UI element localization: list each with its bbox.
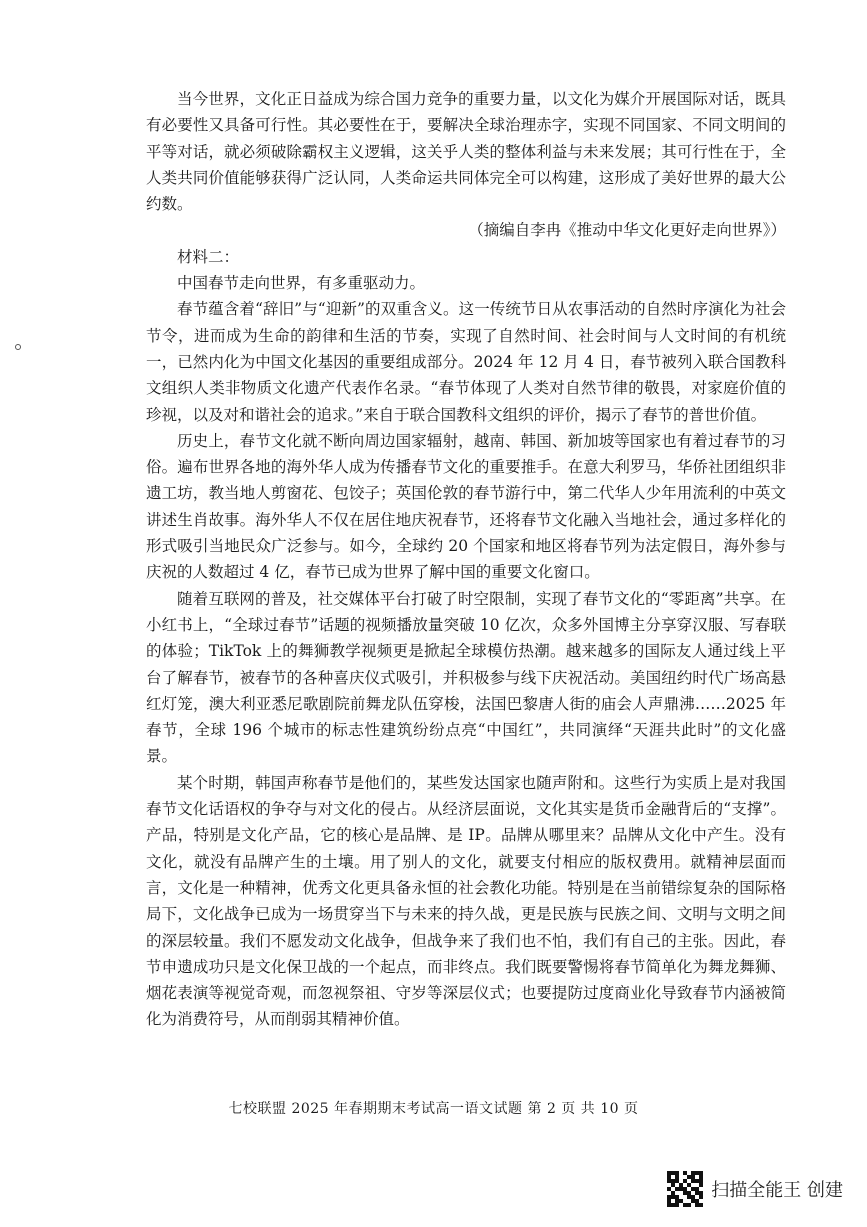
source-citation: （摘编自李冉《推动中华文化更好走向世界》） bbox=[468, 221, 786, 240]
qr-code-icon bbox=[667, 1171, 703, 1207]
body-paragraph: 某个时期，韩国声称春节是他们的，某些发达国家也随声附和。这些行为实质上是对我国春节文化话语权的争夺与对文化的侵占。从经济层面说，文化其实是货币金融背后的“支撑”。产品，特别是文化产品，它的核心是品牌、是 IP。品牌从哪里来？品牌从文化中产生。没有文化，就没有品牌产生的土壤。用了别人的文化，就要支付相应的版权费用。就精神层面而言，文化是一种精神，优秀文化更具备永恒的社会教化功能。特别是在当前错综复杂的国际格局下，文化战争已成为一场贯穿当下与未来的持久战，更是民族与民族之间、文明与文明之间的深层较量。我们不愿发动文化战争，但战争来了我们也不怕，我们有自己的主张。因此，春节申遗成功只是文化保卫战的一个起点，而非终点。我们既要警惕将春节简单化为舞龙舞狮、烟花表演等视觉奇观，而忽视祭祖、守岁等深层仪式；也要提防过度商业化导致春节内涵被简化为消费符号，从而削弱其精神价值。 bbox=[146, 773, 786, 1029]
material-heading: 材料二： bbox=[177, 247, 240, 266]
intro-paragraph: 当今世界，文化正日益成为综合国力竞争的重要力量，以文化为媒介开展国际对话，既具有必要性又具备可行性。其必要性在于，要解决全球治理赤字，实现不同国家、不同文明间的平等对话，就必须破除霸权主义逻辑，这关乎人类的整体利益与未来发展；其可行性在于，全人类共同价值能够获得广泛认同，人类命运共同体完全可以构建，这形成了美好世界的最大公约数。 bbox=[146, 90, 786, 214]
scanner-watermark bbox=[667, 1171, 843, 1207]
page-footer: 七校联盟 2025 年春期期末考试高一语文试题 第 2 页 共 10 页 bbox=[228, 1101, 639, 1117]
body-paragraph: 随着互联网的普及，社交媒体平台打破了时空限制，实现了春节文化的“零距离”共享。在小红书上，“全球过春节”话题的视频播放量突破 10 亿次，众多外国博主分享穿汉服、写春联的体验；TikTok 上的舞狮教学视频更是掀起全球模仿热潮。越来越多的国际友人通过线上平台了解春节，被春节的各种喜庆仪式吸引，并积极参与线下庆祝活动。美国纽约时代广场高悬红灯笼，澳大利亚悉尼歌剧院前舞龙队伍穿梭，法国巴黎唐人街的庙会人声鼎沸……2025 年春节，全球 196 个城市的标志性建筑纷纷点亮“中国红”，共同演绎“天涯共此时”的文化盛景。 bbox=[146, 589, 786, 766]
margin-binding-dot bbox=[15, 344, 21, 350]
body-paragraph: 中国春节走向世界，有多重驱动力。 bbox=[177, 274, 426, 293]
body-paragraph: 春节蕴含着“辞旧”与“迎新”的双重含义。这一传统节日从农事活动的自然时序演化为社会节令，进而成为生命的韵律和生活的节奏，实现了自然时间、社会时间与人文时间的有机统一，已然内化为中国文化基因的重要组成部分。2024 年 12 月 4 日，春节被列入联合国教科文组织人类非物质文化遗产代表作名录。“春节体现了人类对自然节律的敬畏，对家庭价值的珍视，以及对和谐社会的追求。”来自于联合国教科文组织的评价，揭示了春节的普世价值。 bbox=[146, 300, 786, 424]
page-content bbox=[146, 86, 786, 1033]
watermark-label: 扫描全能王 创建 bbox=[711, 1180, 843, 1201]
body-paragraph: 历史上，春节文化就不断向周边国家辐射，越南、韩国、新加坡等国家也有着过春节的习俗。遍布世界各地的海外华人成为传播春节文化的重要推手。在意大利罗马，华侨社团组织非遗工坊，教当地人剪窗花、包饺子；英国伦敦的春节游行中，第二代华人少年用流利的中英文讲述生肖故事。海外华人不仅在居住地庆祝春节，还将春节文化融入当地社会，通过多样化的形式吸引当地民众广泛参与。如今，全球约 20 个国家和地区将春节列为法定假日，海外参与庆祝的人数超过 4 亿，春节已成为世界了解中国的重要文化窗口。 bbox=[146, 431, 786, 582]
